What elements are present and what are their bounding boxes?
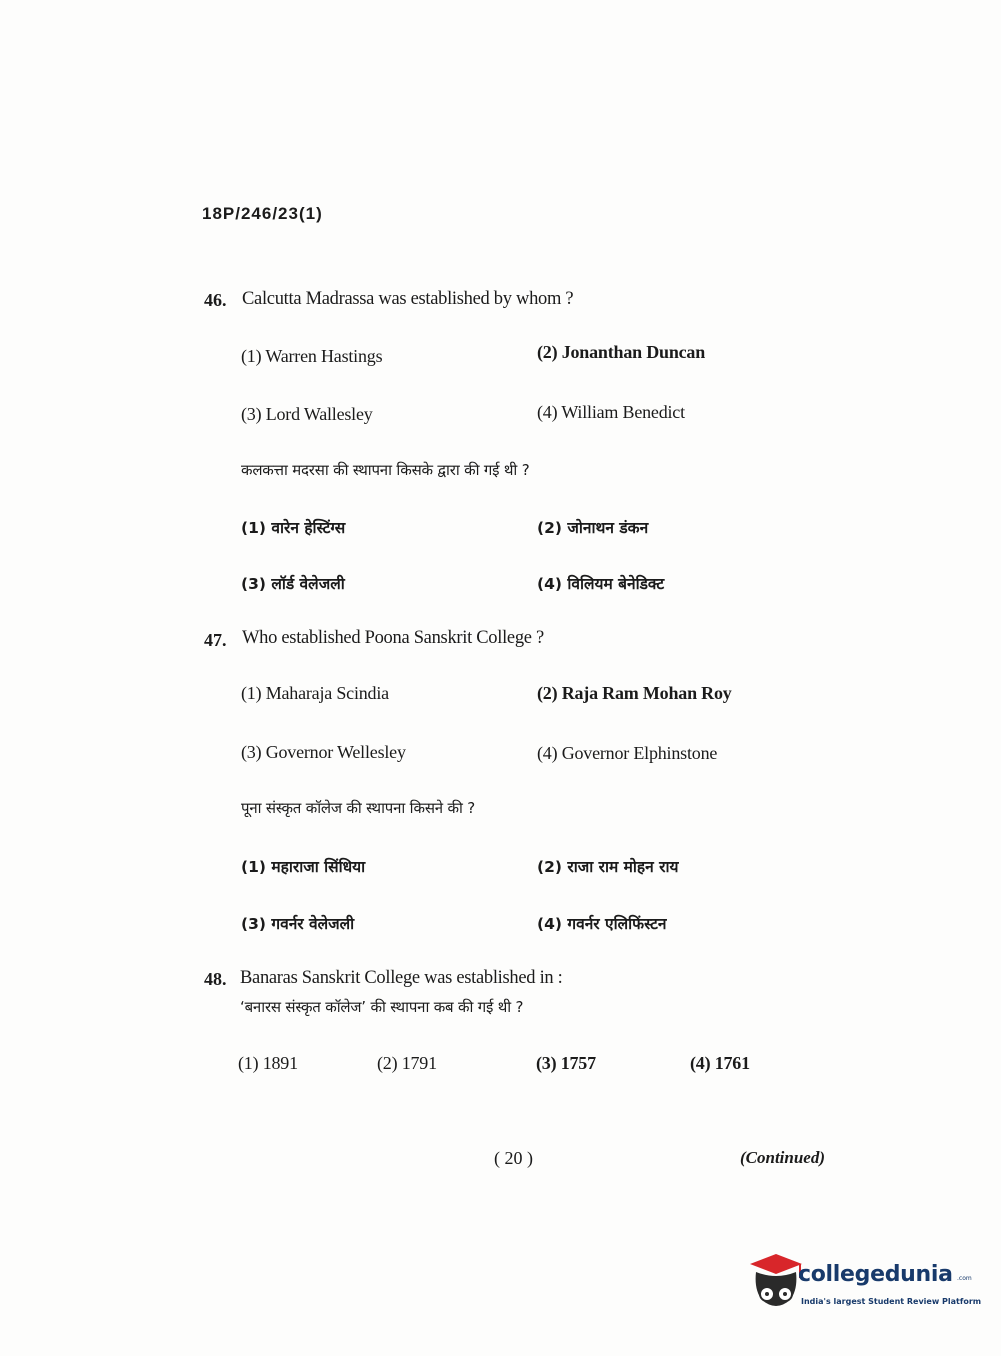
option-2-en: (2) Jonanthan Duncan: [537, 342, 706, 362]
paper-code: 18P/246/23(1): [202, 204, 323, 223]
option-1-hi: (1) वारेन हेस्टिंग्स: [241, 519, 346, 537]
option-4: (4) 1761: [690, 1053, 750, 1073]
question-text-hi: पूना संस्कृत कॉलेज की स्थापना किसने की ?: [241, 799, 476, 817]
option-4-hi: (4) विलियम बेनेडिक्ट: [537, 575, 665, 593]
page-number: ( 20 ): [494, 1148, 533, 1168]
option-2: (2) 1791: [377, 1053, 437, 1073]
continued-label: (Continued): [740, 1148, 826, 1167]
option-3-hi: (3) गवर्नर वेलेजली: [241, 915, 355, 933]
option-3: (3) 1757: [536, 1053, 596, 1073]
option-3-en: (3) Governor Wellesley: [241, 742, 406, 762]
option-1: (1) 1891: [238, 1053, 298, 1073]
option-4-hi: (4) गवर्नर एलिफिंस्टन: [537, 915, 667, 933]
option-4-en: (4) William Benedict: [537, 402, 685, 422]
option-4-en: (4) Governor Elphinstone: [537, 743, 718, 763]
question-text-en: Calcutta Madrassa was established by whom ?: [242, 289, 574, 309]
question-text-hi: कलकत्ता मदरसा की स्थापना किसके द्वारा की गई थी ?: [241, 461, 530, 479]
logo-suffix-text: .com: [957, 1275, 972, 1282]
logo-tagline: India's largest Student Review Platform: [801, 1297, 982, 1306]
option-2-hi: (2) जोनाथन डंकन: [537, 519, 649, 537]
question-text-hi: ‘बनारस संस्कृत कॉलेज’ की स्थापना कब की गई थी ?: [240, 998, 524, 1016]
question-text-en: Who established Poona Sanskrit College ?: [242, 628, 544, 648]
question-number: 47.: [204, 630, 227, 650]
option-3-hi: (3) लॉर्ड वेलेजली: [241, 575, 345, 593]
option-1-en: (1) Warren Hastings: [241, 346, 383, 366]
option-3-en: (3) Lord Wallesley: [241, 404, 373, 424]
question-text-en: Banaras Sanskrit College was established in :: [240, 968, 563, 988]
option-2-hi: (2) राजा राम मोहन राय: [537, 858, 679, 876]
option-2-en: (2) Raja Ram Mohan Roy: [537, 683, 732, 703]
option-1-hi: (1) महाराजा सिंधिया: [241, 858, 366, 876]
logo-brand-text: collegedunia: [798, 1262, 953, 1287]
option-1-en: (1) Maharaja Scindia: [241, 683, 389, 703]
question-number: 46.: [204, 290, 227, 310]
question-number: 48.: [204, 969, 227, 989]
